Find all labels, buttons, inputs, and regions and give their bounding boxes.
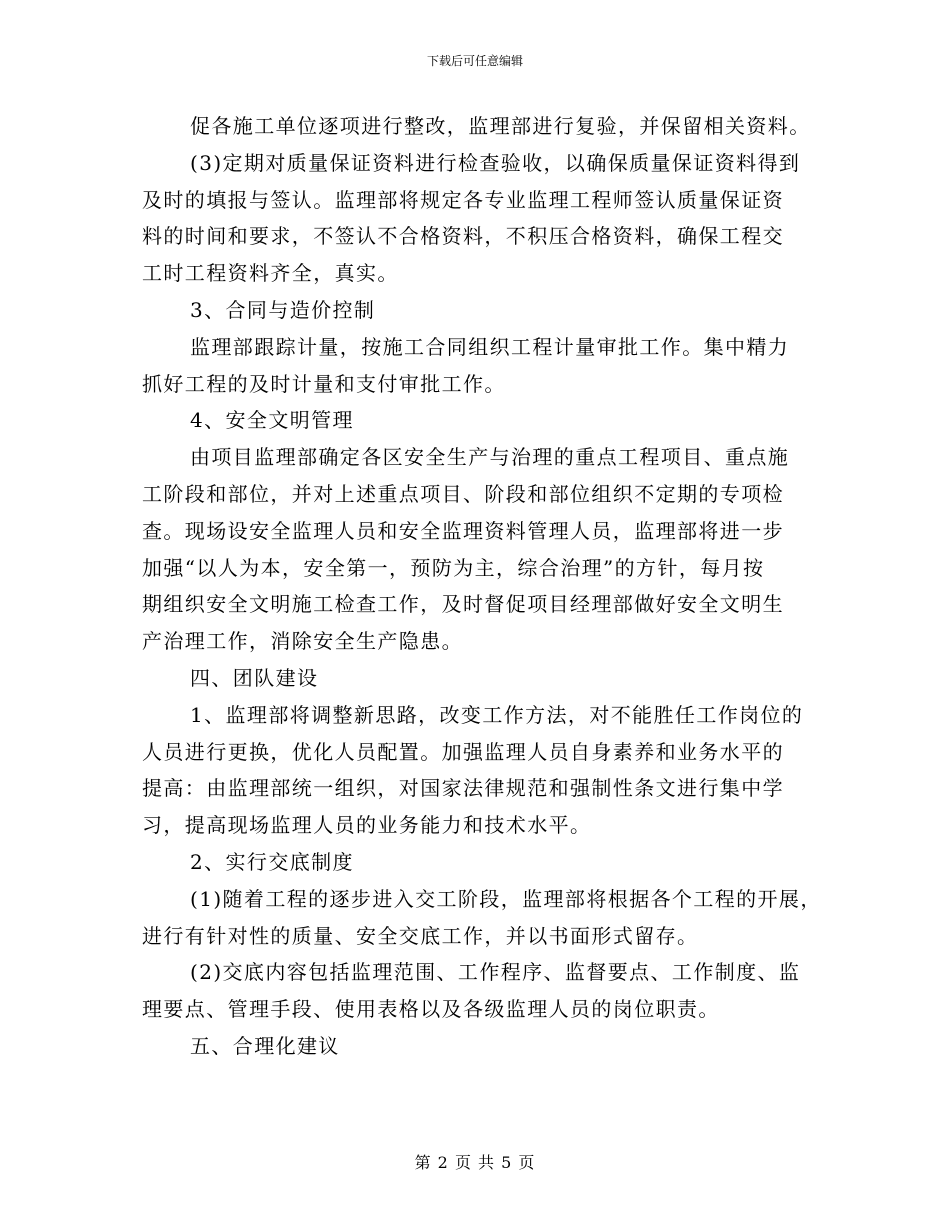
text-line: (2)交底内容包括监理范围、工作程序、监督要点、工作制度、监 — [190, 960, 801, 985]
text-line: 查。现场设安全监理人员和安全监理资料管理人员，监理部将进一步 — [142, 518, 784, 543]
text-line: 五、合理化建议 — [190, 1033, 340, 1058]
text-line: 促各施工单位逐项进行整改，监理部进行复验，并保留相关资料。 — [190, 114, 811, 138]
text-line: 加强“以人为本，安全第一，预防为主，综合治理”的方针，每月按 — [142, 555, 765, 580]
text-line: 产治理工作，消除安全生产隐患。 — [142, 629, 463, 654]
text-line: 抓好工程的及时计量和支付审批工作。 — [142, 371, 506, 396]
text-line: 理要点、管理手段、使用表格以及各级监理人员的岗位职责。 — [142, 997, 720, 1022]
document-body — [142, 108, 822, 1065]
page-header: 下载后可任意编辑 — [426, 54, 523, 68]
text-line: 习，提高现场监理人员的业务能力和技术水平。 — [142, 813, 592, 838]
text-line: 料的时间和要求，不签认不合格资料，不积压合格资料，确保工程交 — [142, 224, 784, 249]
text-line: 人员进行更换，优化人员配置。加强监理人员自身素养和业务水平的 — [142, 739, 784, 764]
text-line: 提高：由监理部统一组织，对国家法律规范和强制性条文进行集中学 — [142, 776, 784, 801]
text-line: 工时工程资料齐全，真实。 — [142, 261, 399, 286]
text-line: 监理部跟踪计量，按施工合同组织工程计量审批工作。集中精力 — [190, 334, 790, 359]
text-line: 4、安全文明管理 — [190, 408, 354, 433]
text-line: 进行有针对性的质量、安全交底工作，并以书面形式留存。 — [142, 923, 699, 948]
text-line: 期组织安全文明施工检查工作，及时督促项目经理部做好安全文明生 — [142, 592, 784, 617]
text-line: 2、实行交底制度 — [190, 849, 354, 874]
text-line: 由项目监理部确定各区安全生产与治理的重点工程项目、重点施 — [190, 445, 790, 470]
text-line: 四、团队建设 — [190, 665, 319, 690]
text-line: (3)定期对质量保证资料进行检查验收，以确保质量保证资料得到 — [190, 150, 801, 175]
text-line: 3、合同与造价控制 — [190, 297, 376, 322]
text-line: 1、监理部将调整新思路，改变工作方法，对不能胜任工作岗位的 — [190, 702, 804, 727]
text-line: (1)随着工程的逐步进入交工阶段，监理部将根据各个工程的开展， — [190, 886, 822, 911]
text-line: 工阶段和部位，并对上述重点项目、阶段和部位组织不定期的专项检 — [142, 481, 784, 506]
text-line: 及时的填报与签认。监理部将规定各专业监理工程师签认质量保证资 — [142, 187, 784, 212]
page-footer: 第 2 页 共 5 页 — [414, 1153, 536, 1172]
